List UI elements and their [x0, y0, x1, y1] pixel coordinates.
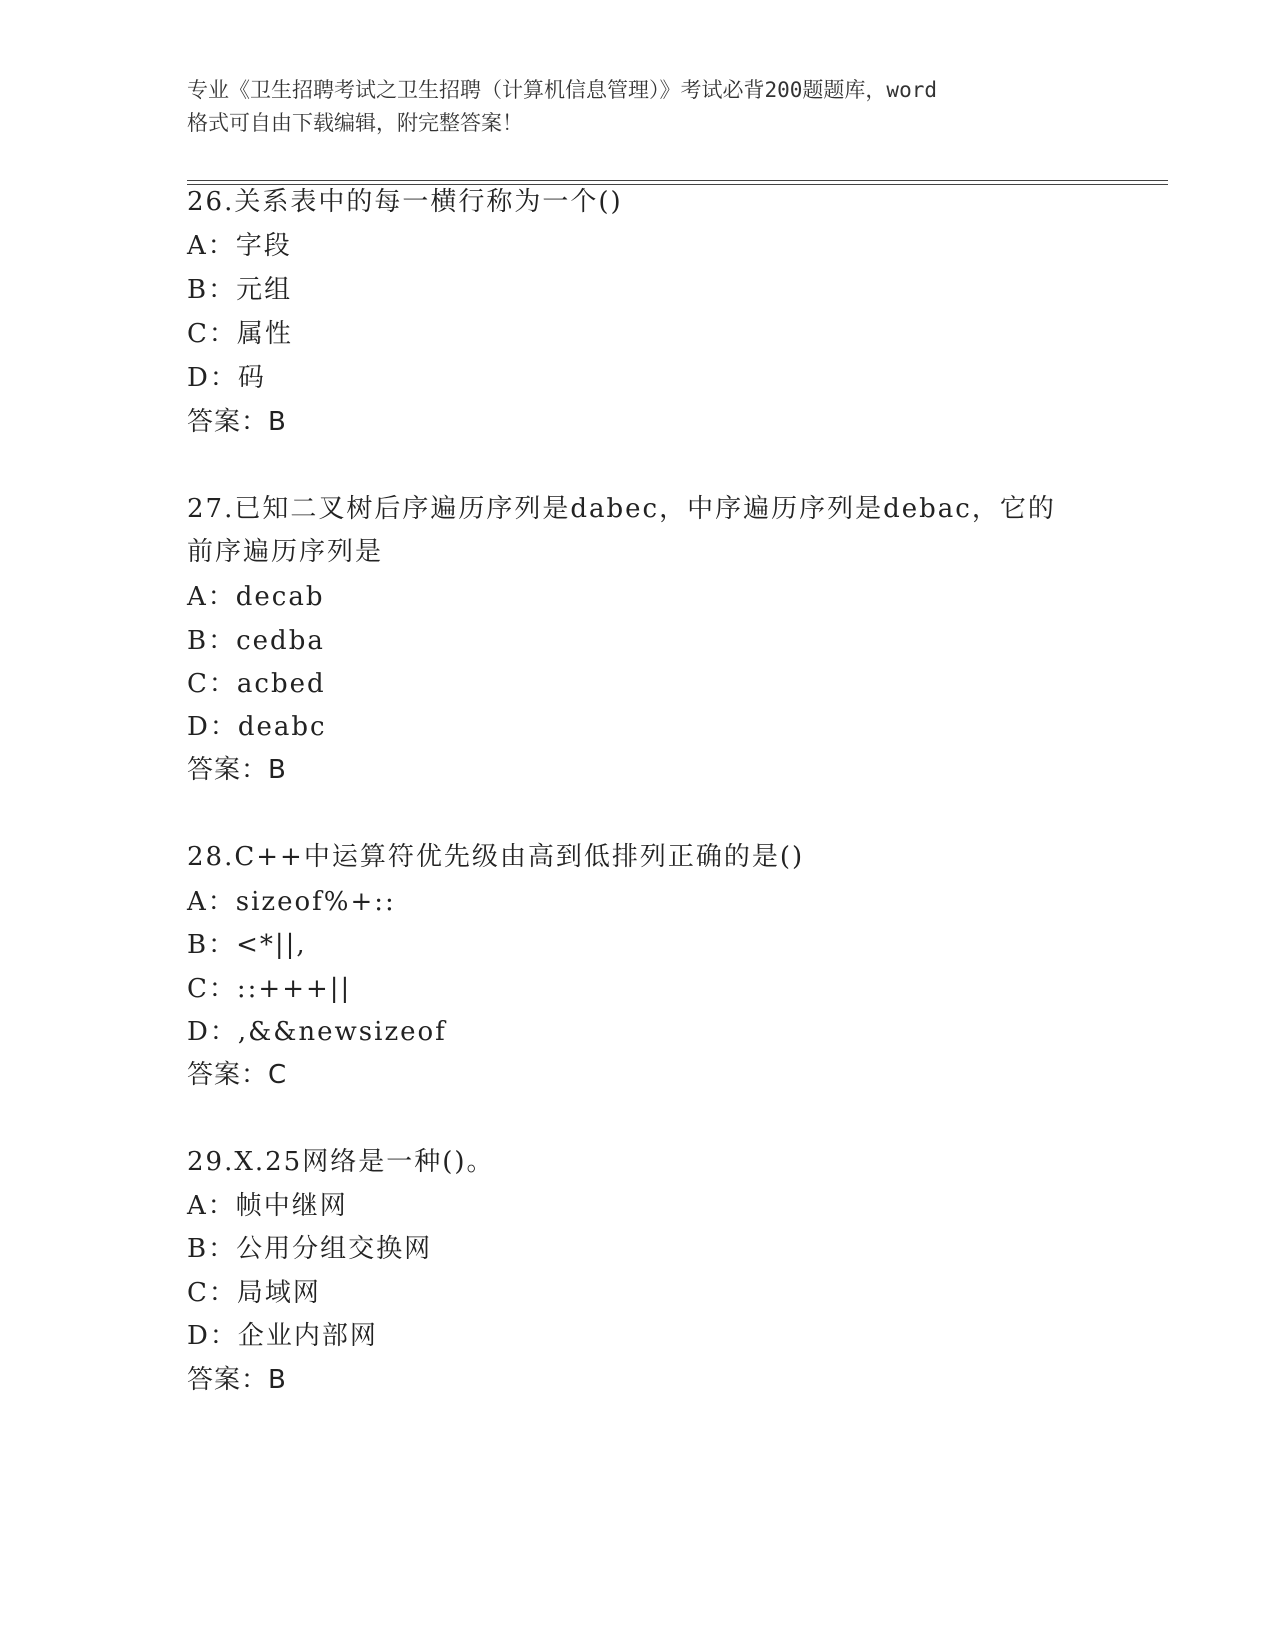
option-a: A：decab — [187, 582, 325, 612]
question-stem: 29.X.25网络是一种()。 — [187, 1147, 495, 1177]
option-a: A：帧中继网 — [187, 1191, 348, 1221]
header-title-line-1: 专业《卫生招聘考试之卫生招聘（计算机信息管理）》考试必背200题题库，word — [187, 78, 937, 102]
option-d: D：码 — [187, 363, 266, 393]
option-c: C：::+++|| — [187, 974, 352, 1004]
question-stem-continued: 前序遍历序列是 — [187, 537, 384, 567]
answer-label: 答案：B — [187, 407, 287, 437]
option-a: A：sizeof%+:: — [187, 887, 396, 917]
option-d: D：deabc — [187, 712, 327, 742]
option-d: D：企业内部网 — [187, 1321, 378, 1351]
answer-label: 答案：C — [187, 1060, 288, 1090]
header-title-line-2: 格式可自由下载编辑，附完整答案！ — [187, 111, 523, 135]
option-c: C：acbed — [187, 669, 326, 699]
option-c: C：局域网 — [187, 1278, 321, 1308]
answer-label: 答案：B — [187, 1365, 287, 1395]
option-a: A：字段 — [187, 231, 292, 261]
option-b: B：<*||, — [187, 930, 307, 960]
question-stem: 27.已知二叉树后序遍历序列是dabec，中序遍历序列是debac，它的 — [187, 494, 1056, 524]
question-stem: 28.C++中运算符优先级由高到低排列正确的是() — [187, 842, 805, 872]
option-b: B：公用分组交换网 — [187, 1234, 433, 1264]
header-divider-top — [187, 180, 1168, 181]
answer-label: 答案：B — [187, 755, 287, 785]
option-d: D：,&&newsizeof — [187, 1017, 447, 1047]
option-c: C：属性 — [187, 319, 293, 349]
option-b: B：元组 — [187, 275, 293, 305]
option-b: B：cedba — [187, 626, 325, 656]
question-stem: 26.关系表中的每一横行称为一个() — [187, 187, 623, 217]
document-header — [187, 74, 1087, 140]
